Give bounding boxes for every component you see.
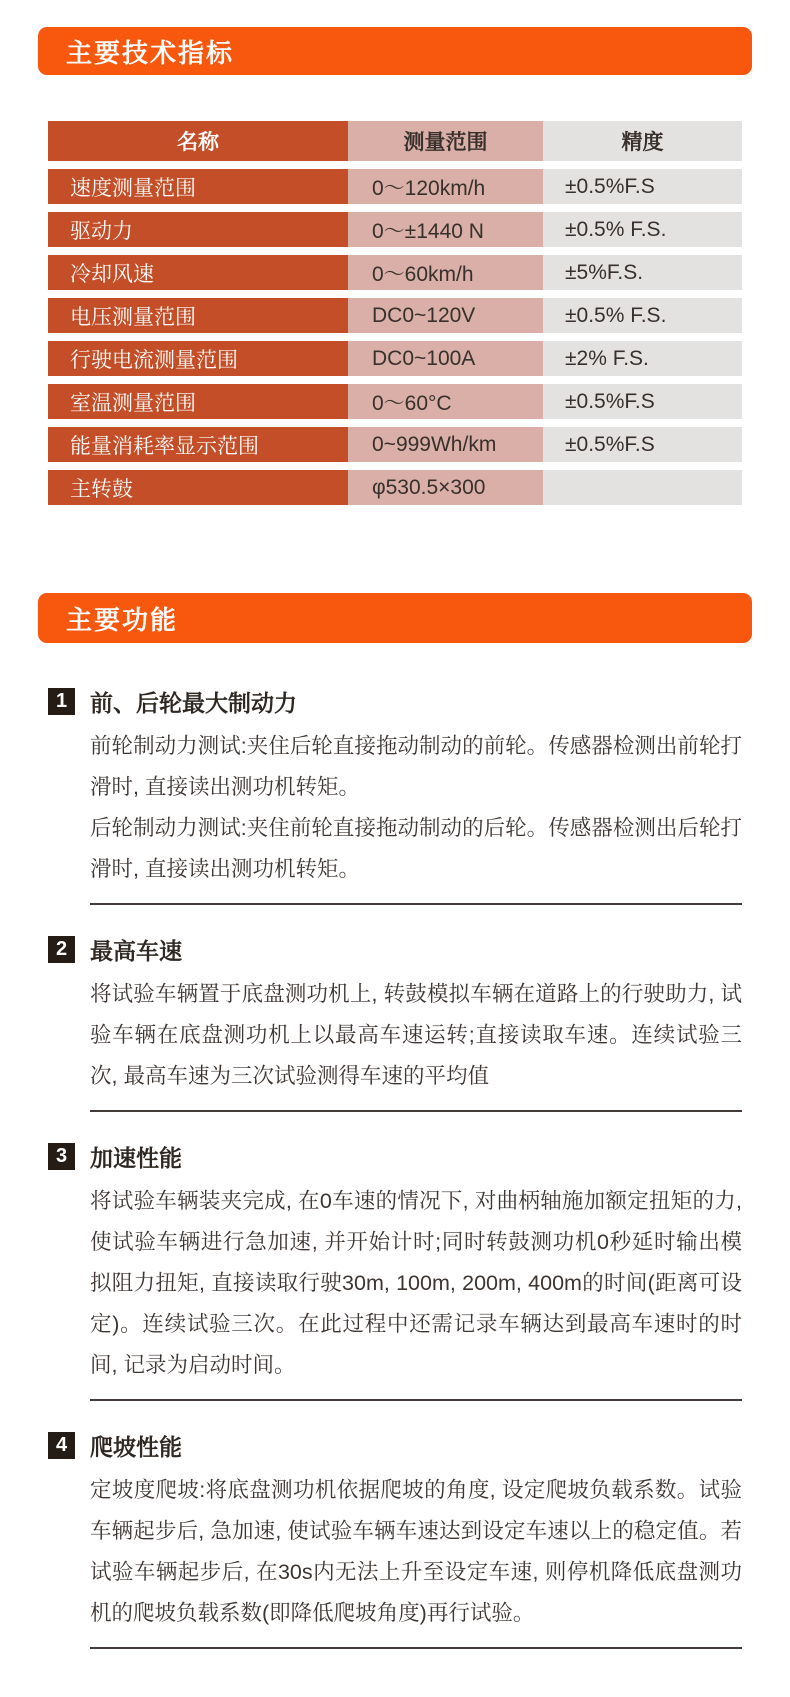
specs-section-banner [38, 27, 752, 75]
number-badge: 3 [48, 1143, 75, 1170]
feature-item-acceleration [48, 1140, 742, 1401]
number-badge: 4 [48, 1432, 75, 1459]
spec-name-cell: 冷却风速 [48, 255, 348, 290]
spec-name-cell: 驱动力 [48, 212, 348, 247]
specs-section-title: 主要技术指标 [66, 37, 235, 68]
spec-range-cell: DC0~100A [348, 341, 543, 376]
table-row [48, 169, 742, 204]
spec-table-header-row [48, 121, 742, 161]
feature-body [90, 726, 742, 890]
spec-range-cell: 0～±1440 N [348, 212, 543, 247]
spec-range-cell: 0～60km/h [348, 255, 543, 290]
spec-accuracy-cell: ±5%F.S. [543, 255, 742, 290]
feature-body [90, 1470, 742, 1634]
feature-body [90, 1181, 742, 1386]
feature-paragraph: 将试验车辆装夹完成, 在0车速的情况下, 对曲柄轴施加额定扭矩的力, 使试验车辆进行急加速, 并开始计时;同时转鼓测功机0秒延时输出模拟阻力扭矩, 直接读取行驶30m, 100m, 200m, 400m的时间(距离可设定)。连续试验三次。在此过程中还需记录车辆达到最高车速时的时间, 记录为启动时间。 [90, 1189, 742, 1377]
number-badge: 2 [48, 936, 75, 963]
feature-title: 前、后轮最大制动力 [90, 690, 297, 716]
table-row [48, 341, 742, 376]
table-row [48, 470, 742, 505]
feature-paragraph: 前轮制动力测试:夹住后轮直接拖动制动的前轮。传感器检测出前轮打滑时, 直接读出测功机转矩。 [90, 734, 742, 799]
feature-heading [48, 1429, 742, 1462]
spec-accuracy-cell [543, 470, 742, 505]
spec-table [48, 121, 742, 505]
table-row [48, 298, 742, 333]
spec-name-cell: 室温测量范围 [48, 384, 348, 419]
feature-item-max-brake-force [48, 685, 742, 905]
feature-heading [48, 933, 742, 966]
section-divider [90, 1399, 742, 1401]
feature-heading [48, 685, 742, 718]
feature-paragraph: 后轮制动力测试:夹住前轮直接拖动制动的后轮。传感器检测出后轮打滑时, 直接读出测功机转矩。 [90, 816, 742, 881]
feature-item-max-speed [48, 933, 742, 1112]
page [0, 27, 790, 1697]
feature-list [48, 685, 742, 1697]
spec-name-cell: 行驶电流测量范围 [48, 341, 348, 376]
spec-name-cell: 主转鼓 [48, 470, 348, 505]
table-row [48, 384, 742, 419]
spec-name-cell: 速度测量范围 [48, 169, 348, 204]
feature-title: 加速性能 [90, 1145, 182, 1171]
feature-body [90, 974, 742, 1097]
table-row [48, 255, 742, 290]
feature-title: 最高车速 [90, 938, 182, 964]
col-header-range: 测量范围 [348, 121, 543, 161]
spec-accuracy-cell: ±0.5%F.S [543, 427, 742, 462]
spec-accuracy-cell: ±2% F.S. [543, 341, 742, 376]
section-divider [90, 1110, 742, 1112]
col-header-name: 名称 [48, 121, 348, 161]
table-row [48, 427, 742, 462]
spec-range-cell: 0～60°C [348, 384, 543, 419]
spec-accuracy-cell: ±0.5% F.S. [543, 298, 742, 333]
spec-accuracy-cell: ±0.5% F.S. [543, 212, 742, 247]
col-header-accuracy: 精度 [543, 121, 742, 161]
functions-section-title: 主要功能 [66, 604, 179, 635]
feature-item-climbing [48, 1429, 742, 1649]
feature-paragraph: 将试验车辆置于底盘测功机上, 转鼓模拟车辆在道路上的行驶助力, 试验车辆在底盘测功机上以最高车速运转;直接读取车速。连续试验三次, 最高车速为三次试验测得车速的平均值 [90, 982, 742, 1088]
section-divider [90, 903, 742, 905]
feature-heading [48, 1140, 742, 1173]
spec-accuracy-cell: ±0.5%F.S [543, 169, 742, 204]
spec-range-cell: DC0~120V [348, 298, 543, 333]
feature-paragraph: 定坡度爬坡:将底盘测功机依据爬坡的角度, 设定爬坡负载系数。试验车辆起步后, 急加速, 使试验车辆车速达到设定车速以上的稳定值。若试验车辆起步后, 在30s内无法上升至设定车速, 则停机降低底盘测功机的爬坡负载系数(即降低爬坡角度)再行试验。 [90, 1478, 742, 1625]
section-divider [90, 1647, 742, 1649]
spec-accuracy-cell: ±0.5%F.S [543, 384, 742, 419]
number-badge: 1 [48, 688, 75, 715]
spec-name-cell: 电压测量范围 [48, 298, 348, 333]
spec-name-cell: 能量消耗率显示范围 [48, 427, 348, 462]
feature-title: 爬坡性能 [90, 1434, 182, 1460]
spec-range-cell: 0～120km/h [348, 169, 543, 204]
table-row [48, 212, 742, 247]
spec-range-cell: φ530.5×300 [348, 470, 543, 505]
spec-range-cell: 0~999Wh/km [348, 427, 543, 462]
functions-section-banner [38, 593, 752, 643]
